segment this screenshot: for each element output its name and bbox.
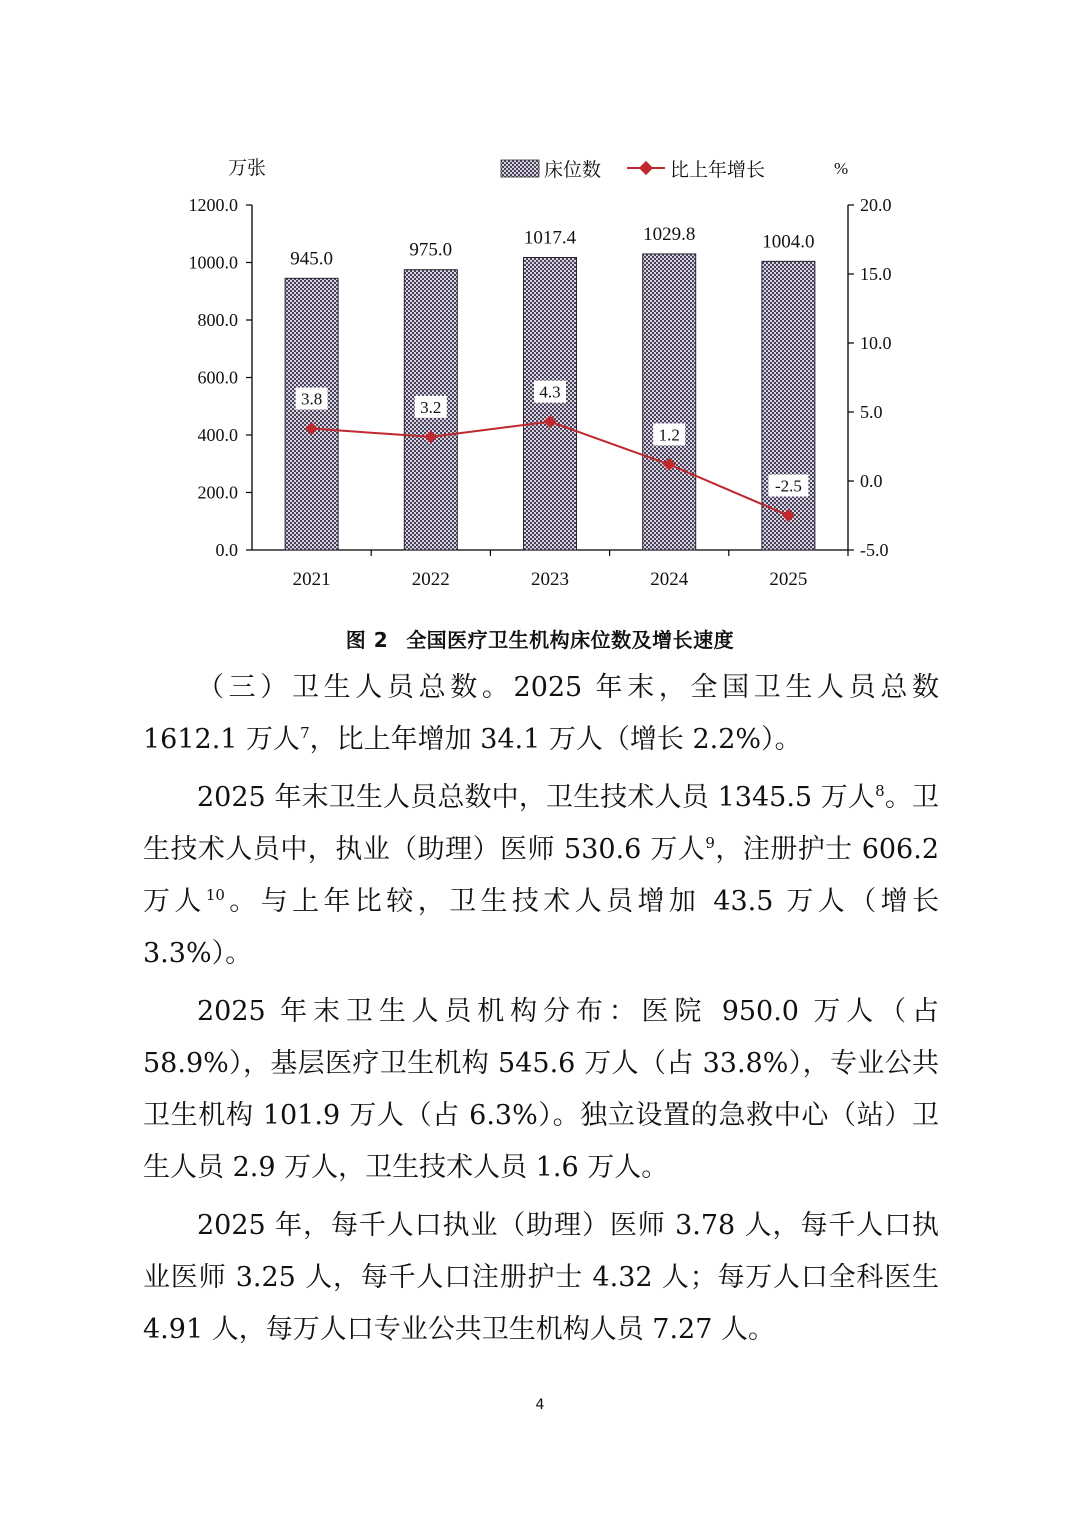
left-axis-ticks xyxy=(189,195,253,560)
x-tick-label: 2023 xyxy=(531,569,569,590)
x-tick-label: 2025 xyxy=(769,569,808,590)
legend-bar-label: 床位数 xyxy=(544,160,602,181)
left-tick-label: 0.0 xyxy=(215,540,238,560)
right-tick-label: -5.0 xyxy=(860,540,889,560)
bed-count-chart xyxy=(0,0,1080,610)
bar-value-label: 945.0 xyxy=(290,248,333,270)
paragraph-text: 。与上年比较，卫生技术人员增加 43.5 万人（增长 3.3%）。 xyxy=(143,886,939,969)
paragraph-text: 2025 年，每千人口执业（助理）医师 3.78 人，每千人口执业医师 3.25 人，每千人口注册护士 4.32 人；每万人口全科医生 4.91 人，每万人口专业公共卫生机构人员 7.27 人。 xyxy=(143,1210,939,1345)
right-tick-label: 15.0 xyxy=(860,264,892,284)
body-paragraph-1 xyxy=(143,662,939,766)
page-number: 4 xyxy=(535,1397,545,1413)
chart-legend xyxy=(501,159,765,181)
growth-value-label: -2.5 xyxy=(774,476,802,496)
paragraph-text: （三）卫生人员总数。2025 年末，全国卫生人员总数 1612.1 万人 xyxy=(143,672,939,755)
body-text xyxy=(143,662,939,1362)
x-axis-labels xyxy=(293,550,848,590)
footnote-ref: 8 xyxy=(875,782,885,800)
figure-caption xyxy=(0,624,1080,653)
body-paragraph-3 xyxy=(143,986,939,1194)
left-tick-label: 200.0 xyxy=(197,482,238,503)
x-tick-label: 2024 xyxy=(650,569,689,590)
growth-value-label: 4.3 xyxy=(539,382,561,402)
growth-value-label: 1.2 xyxy=(658,425,680,445)
left-tick-label: 800.0 xyxy=(197,310,238,330)
legend-bar-swatch xyxy=(501,160,539,177)
bar-value-label: 1029.8 xyxy=(643,223,696,245)
growth-value-label: 3.8 xyxy=(300,389,323,409)
paragraph-text: ，注册护士 606.2 万人 xyxy=(143,834,939,917)
footnote-ref: 9 xyxy=(705,834,715,852)
bar-value-label: 975.0 xyxy=(409,239,453,261)
paragraph-text: 2025 年末卫生人员总数中，卫生技术人员 1345.5 万人 xyxy=(197,782,876,813)
right-axis-unit: % xyxy=(834,159,849,178)
body-paragraph-4 xyxy=(143,1200,939,1356)
x-tick-label: 2021 xyxy=(292,569,331,590)
left-tick-label: 1200.0 xyxy=(188,195,238,215)
growth-value-label: 3.2 xyxy=(420,397,442,417)
bar-value-label: 1004.0 xyxy=(762,231,815,253)
left-tick-label: 1000.0 xyxy=(188,252,238,273)
legend-line-label: 比上年增长 xyxy=(670,160,766,181)
right-tick-label: 10.0 xyxy=(860,333,892,353)
footnote-ref: 10 xyxy=(205,886,225,904)
left-axis-unit: 万张 xyxy=(228,158,267,179)
right-tick-label: 0.0 xyxy=(860,471,883,491)
legend-line-marker xyxy=(639,161,653,175)
bar-2024 xyxy=(643,254,696,550)
paragraph-text: 2025 年末卫生人员机构分布：医院 950.0 万人（占 58.9%），基层医疗卫生机构 545.6 万人（占 33.8%），专业公共卫生机构 101.9 万人（占 6.3%）。独立设置的急救中心（站）卫生人员 2.9 万人，卫生技术人员 1.6 万人。 xyxy=(143,996,939,1183)
paragraph-text: 。卫生技术人员中，执业（助理）医师 530.6 万人 xyxy=(143,782,940,865)
left-tick-label: 400.0 xyxy=(197,425,238,445)
paragraph-text: ，比上年增加 34.1 万人（增长 2.2%）。 xyxy=(309,724,802,755)
figure-title: 全国医疗卫生机构床位数及增长速度 xyxy=(406,628,735,652)
right-axis-ticks xyxy=(848,195,892,560)
figure-number: 图 2 xyxy=(345,628,389,652)
footnote-ref: 7 xyxy=(300,724,310,742)
x-tick-label: 2022 xyxy=(411,569,450,590)
bar-value-label: 1017.4 xyxy=(523,227,577,249)
right-tick-label: 20.0 xyxy=(860,195,892,215)
bar-2021 xyxy=(285,278,338,550)
left-tick-label: 600.0 xyxy=(197,367,238,388)
bar-2023 xyxy=(524,257,577,550)
body-paragraph-2 xyxy=(143,772,939,980)
right-tick-label: 5.0 xyxy=(860,402,883,422)
